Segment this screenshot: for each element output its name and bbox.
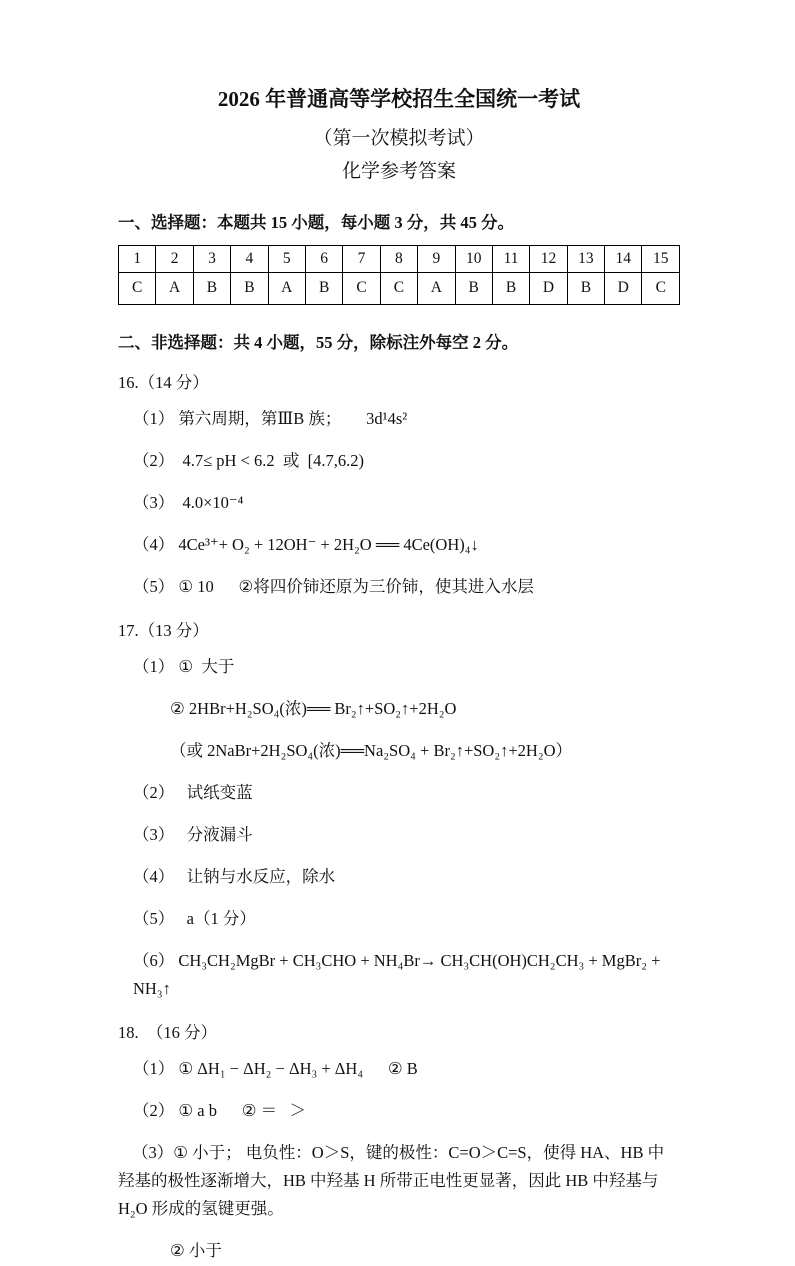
answer-line-equation: ② 2HBr+H₂SO₄(浓)══ Br₂↑+SO₂↑+2H₂O — [170, 698, 457, 718]
question-number-cell: 11 — [492, 245, 529, 272]
answer-line: （3） 分液漏斗 — [133, 825, 253, 844]
answer-cell: C — [380, 272, 417, 304]
question-number-cell: 12 — [530, 245, 567, 272]
question-number-cell: 8 — [380, 245, 417, 272]
doc-title: 2026 年普通高等学校招生全国统一考试 — [217, 87, 581, 111]
answer-cell: A — [268, 272, 305, 304]
question-number-cell: 4 — [231, 245, 268, 272]
answer-cell: B — [193, 272, 230, 304]
answer-line-equation-alt: （或 2NaBr+2H₂SO₄(浓)══Na₂SO₄ + Br₂↑+SO₂↑+2H₂O） — [170, 740, 572, 760]
answer-cell: B — [455, 272, 492, 304]
answer-cell: D — [530, 272, 567, 304]
answer-line: （1） 第六周期，第ⅢB 族； 3d¹4s² — [133, 408, 408, 428]
question-number-cell: 13 — [567, 245, 604, 272]
answer-cell: C — [119, 272, 156, 304]
answer-line: （5） a（1 分） — [133, 909, 256, 929]
answer-line: （3） 4.0×10⁻⁴ — [133, 492, 244, 512]
answer-line-equation: （6） CH₃CH₂MgBr + CH₃CHO + NH₄Br→ CH₃CH(OH)CH₂CH₃ + MgBr₂ + NH₃↑ — [133, 951, 665, 999]
free-response-heading: 二、非选择题：共 4 小题，55 分，除标注外每空 2 分。 — [118, 332, 519, 352]
answer-cell: C — [343, 272, 380, 304]
question-number-cell: 10 — [455, 245, 492, 272]
answer-line: （2） 4.7≤ pH < 6.2 或 [4.7,6.2) — [133, 450, 365, 470]
answer-line: （4） 4Ce³⁺+ O₂ + 12OH⁻ + 2H₂O ══ 4Ce(OH)₄↓ — [133, 534, 479, 554]
answer-cell: D — [605, 272, 642, 304]
answer-cell: B — [492, 272, 529, 304]
question-16-label: 16.（14 分） — [118, 372, 209, 392]
answer-line: ② 小于 — [170, 1241, 222, 1261]
answer-cell: B — [231, 272, 268, 304]
question-number-cell: 6 — [305, 245, 342, 272]
question-17-block — [118, 617, 680, 1003]
question-number-cell: 2 — [156, 245, 193, 272]
question-number-cell: 15 — [642, 245, 680, 272]
answer-row — [119, 272, 680, 304]
question-number-cell: 3 — [193, 245, 230, 272]
answer-cell: B — [305, 272, 342, 304]
answer-cell: B — [567, 272, 604, 304]
answer-line: （1） ① 大于 — [133, 656, 235, 676]
answer-cell: C — [642, 272, 680, 304]
question-number-cell: 1 — [119, 245, 156, 272]
answer-cell: A — [156, 272, 193, 304]
question-17-label: 17.（13 分） — [118, 620, 209, 640]
doc-subtitle-exam-round: （第一次模拟考试） — [313, 128, 485, 150]
question-16-block — [118, 369, 680, 601]
question-number-cell: 7 — [343, 245, 380, 272]
choice-answer-table — [118, 245, 680, 305]
doc-subtitle-subject: 化学参考答案 — [341, 160, 456, 182]
question-number-cell: 14 — [605, 245, 642, 272]
question-number-cell: 5 — [268, 245, 305, 272]
choice-section-heading: 一、选择题：本题共 15 小题，每小题 3 分，共 45 分。 — [118, 212, 514, 232]
question-18-block — [118, 1019, 680, 1265]
answer-cell: A — [418, 272, 455, 304]
answer-line: （1） ① ΔH₁ − ΔH₂ − ΔH₃ + ΔH₄ ② B — [133, 1059, 418, 1079]
answer-line: （2） 试纸变蓝 — [133, 782, 253, 802]
answer-paragraph: （3）① 小于； 电负性：O＞S，键的极性：C=O＞C=S，使得 HA、HB 中羟基的极性逐渐增大，HB 中羟基 H 所带正电性更显著，因此 HB 中羟基与 H₂O 形成的氢键更强。 — [118, 1143, 665, 1219]
answer-line: （5） ① 10 ②将四价铈还原为三价铈，使其进入水层 — [133, 576, 534, 596]
question-number-row — [119, 245, 680, 272]
question-18-label: 18. （16 分） — [118, 1023, 217, 1043]
answer-line: （2） ① a b ② ＝ ＞ — [133, 1101, 307, 1121]
answer-line: （4） 让钠与水反应，除水 — [133, 867, 336, 887]
question-number-cell: 9 — [418, 245, 455, 272]
